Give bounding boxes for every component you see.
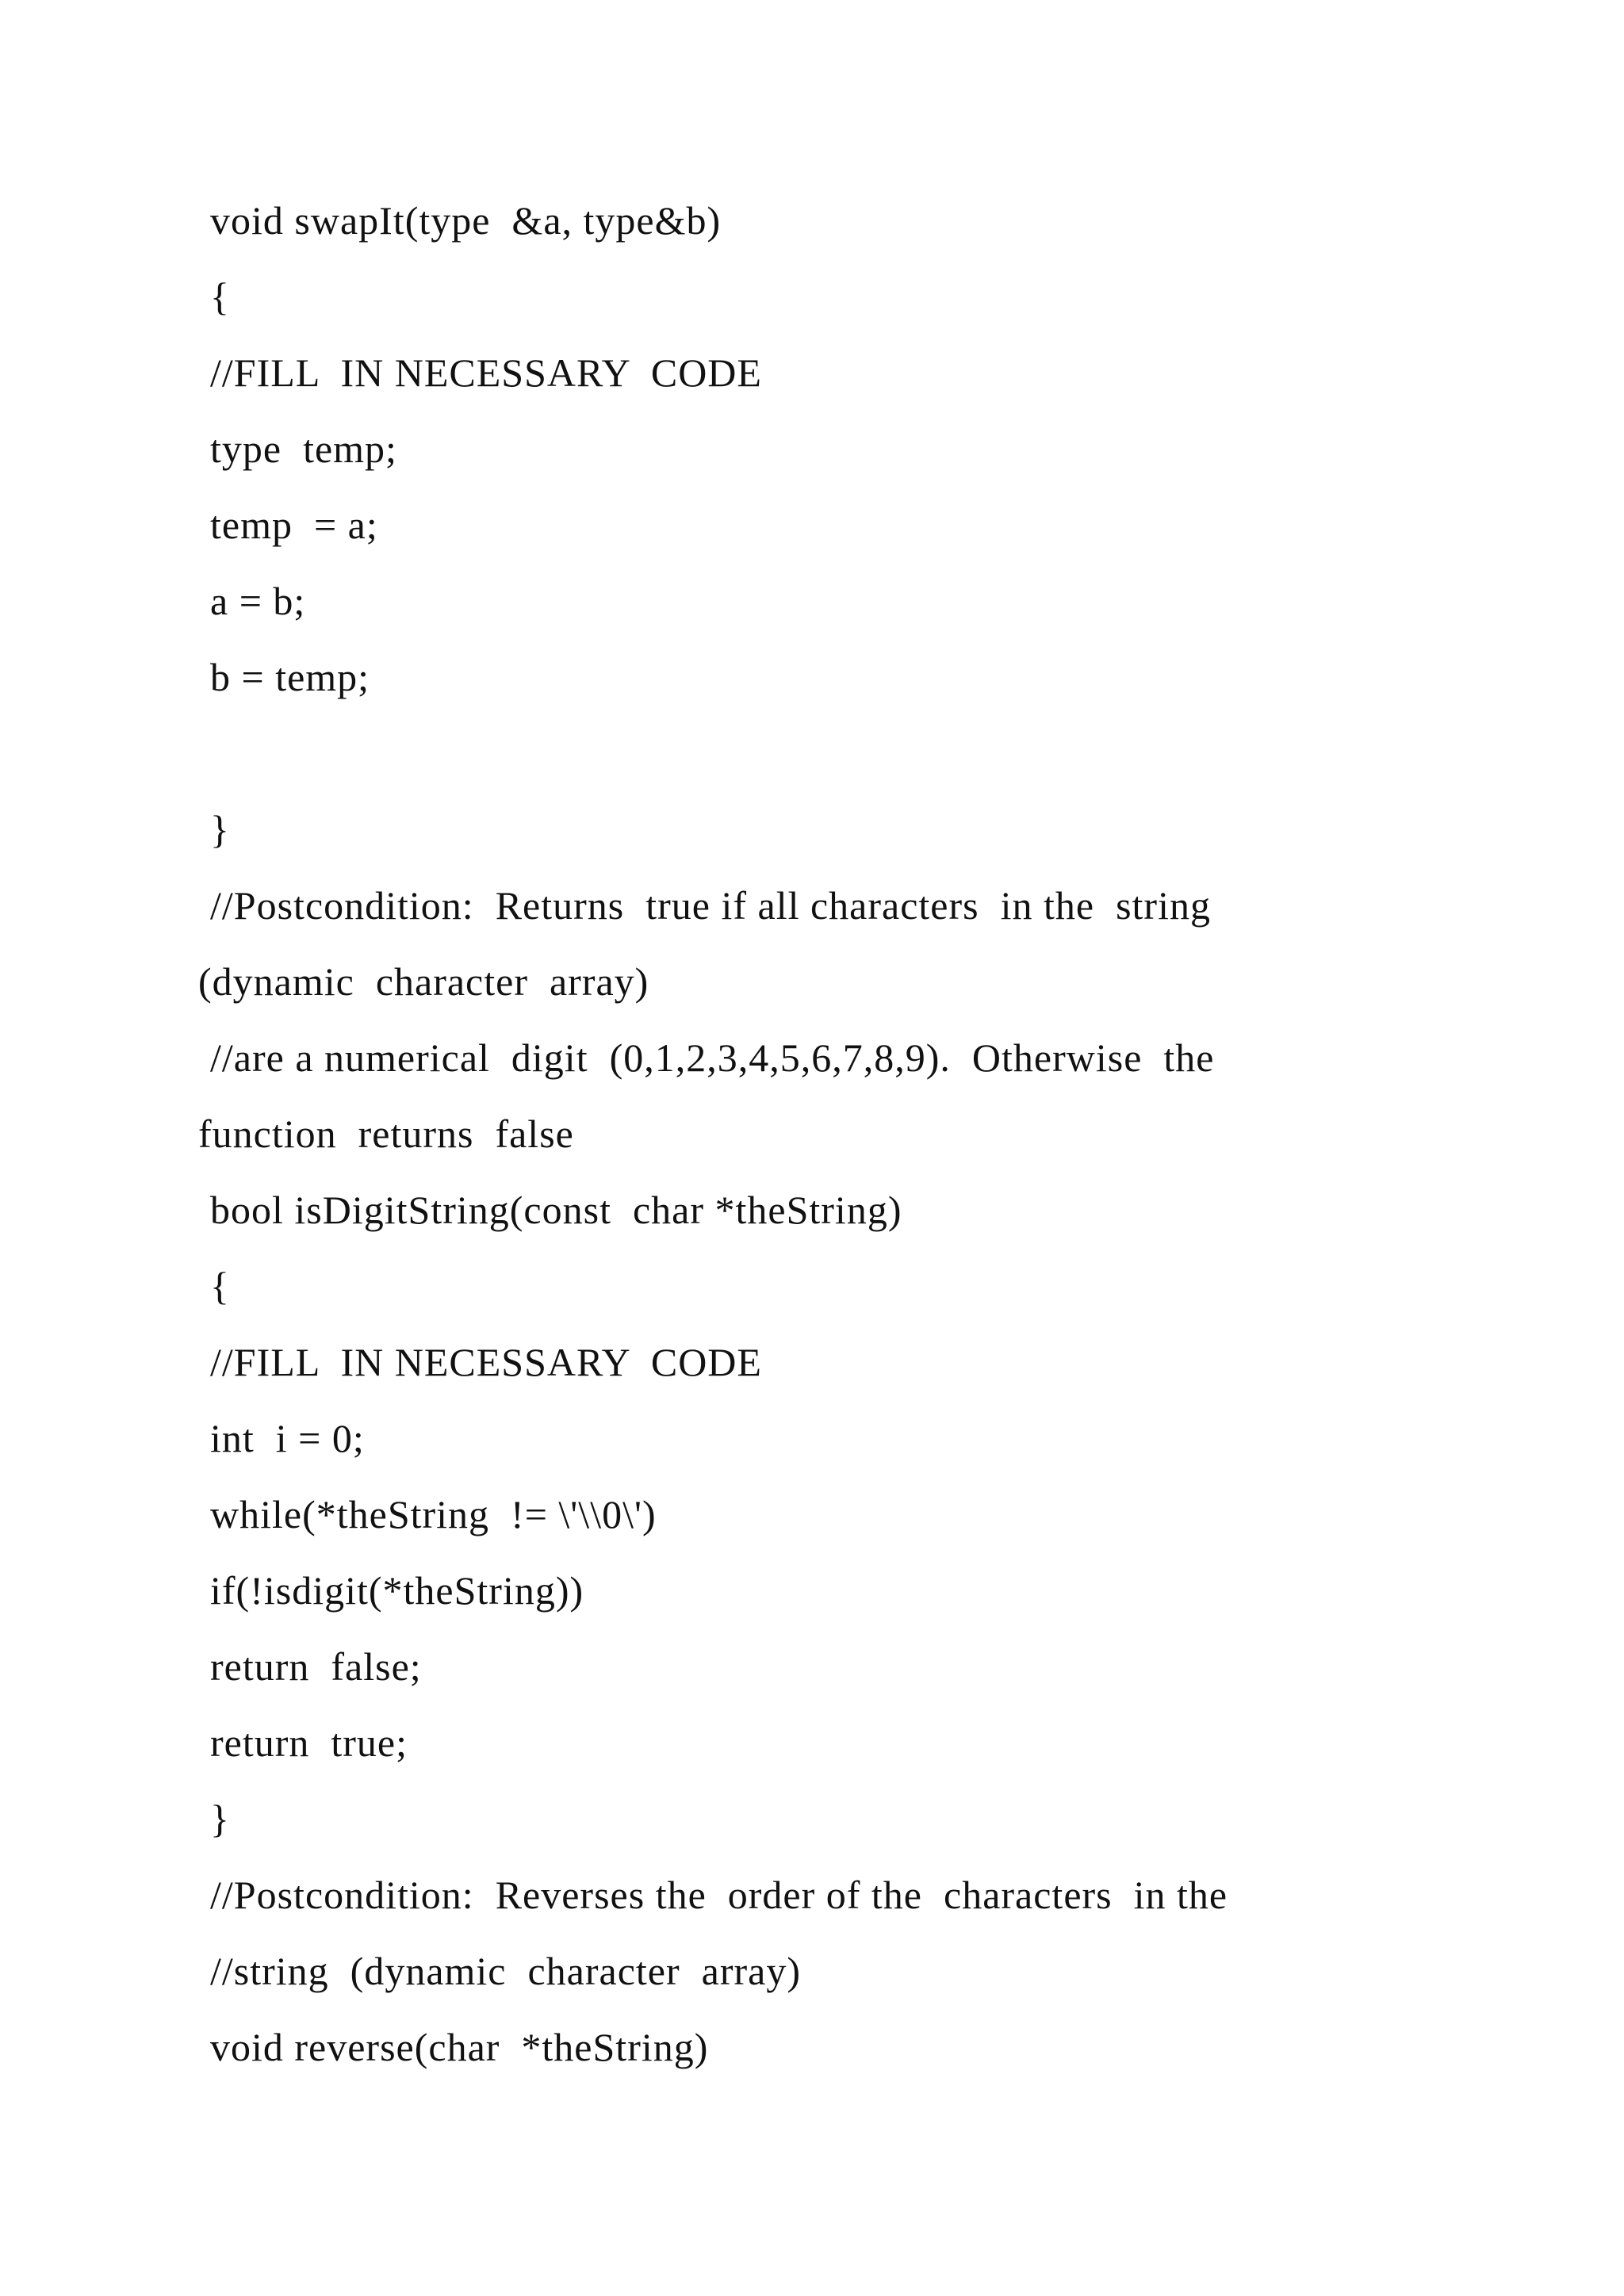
code-comment: //FILL IN NECESSARY CODE	[210, 1340, 762, 1384]
code-line: }	[210, 1797, 230, 1841]
code-comment: //string (dynamic character array)	[210, 1949, 801, 1993]
code-line: int i = 0;	[210, 1416, 365, 1460]
code-line: void swapIt(type &a, type&b)	[210, 198, 722, 243]
code-comment: //are a numerical digit (0,1,2,3,4,5,6,7,8,9). Otherwise the	[210, 1035, 1215, 1080]
code-line: temp = a;	[210, 503, 378, 547]
code-line: while(*theString != \'\\0\')	[210, 1492, 657, 1536]
code-line: }	[210, 807, 230, 851]
code-line: return false;	[210, 1644, 422, 1689]
code-comment: //FILL IN NECESSARY CODE	[210, 350, 762, 395]
code-comment: function returns false	[198, 1112, 574, 1156]
code-line: {	[210, 1264, 230, 1308]
code-line: {	[210, 274, 230, 319]
code-line: void reverse(char *theString)	[210, 2025, 709, 2069]
code-line: type temp;	[210, 427, 397, 471]
code-comment: //Postcondition: Reverses the order of the characters in the	[210, 1873, 1228, 1917]
code-comment: //Postcondition: Returns true if all characters in the string	[210, 883, 1211, 928]
code-line: if(!isdigit(*theString))	[210, 1568, 584, 1613]
code-line: bool isDigitString(const char *theString)	[210, 1188, 902, 1232]
code-comment: (dynamic character array)	[198, 959, 649, 1004]
code-line: return true;	[210, 1720, 408, 1765]
code-line: a = b;	[210, 579, 306, 623]
code-line: b = temp;	[210, 655, 370, 699]
